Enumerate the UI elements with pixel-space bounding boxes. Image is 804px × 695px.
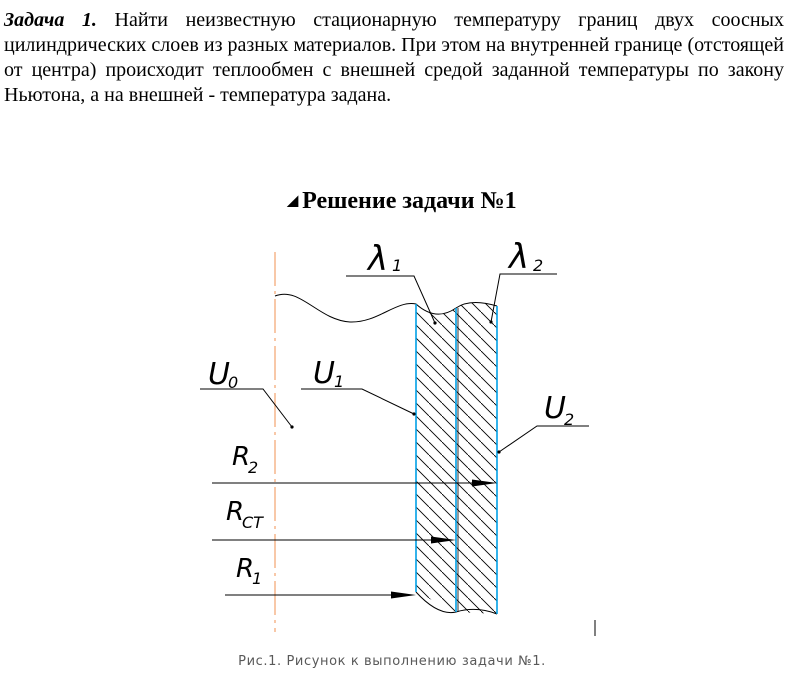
r2-label: R [232, 442, 251, 472]
lambda1-label: λ [368, 239, 389, 279]
figure-caption: Рис.1. Рисунок к выполнению задачи №1. [238, 654, 546, 669]
solution-title: Решение задачи №1 [302, 188, 517, 214]
u2-leader [499, 426, 589, 452]
rct-sub: CT [242, 513, 263, 532]
lambda1-sub: 1 [392, 256, 403, 275]
layer1-hatch [416, 295, 456, 620]
problem-text: Найти неизвестную стационарную температуру границ двух соосных цилиндрических слоев из разных материалов. При этом на внутренней границе (отстоящей от центра) происходит теплообмен с внешней средой заданной температуры по закону Ньютона, а на внешней - температура задана. [4, 9, 784, 106]
problem-label: Задача 1. [4, 9, 97, 31]
rct-label: R [226, 497, 245, 527]
collapse-triangle-icon[interactable]: ◢ [287, 194, 299, 209]
u1-label: U [313, 356, 335, 391]
lambda2-label: λ [509, 237, 530, 277]
u1-sub: 1 [334, 372, 345, 391]
r1-sub: 1 [252, 569, 263, 588]
u0-sub: 0 [228, 373, 239, 392]
u0-leader [200, 389, 292, 427]
r1-label: R [236, 554, 255, 584]
lambda2-leader [491, 274, 557, 322]
u2-sub: 2 [564, 410, 575, 429]
u0-label: U [208, 357, 230, 392]
r2-sub: 2 [248, 458, 259, 477]
r1-arrowhead [391, 592, 416, 599]
layer2-hatch [456, 295, 497, 620]
lambda2-sub: 2 [533, 256, 544, 275]
u1-leader [301, 389, 414, 414]
u2-label: U [544, 391, 566, 426]
